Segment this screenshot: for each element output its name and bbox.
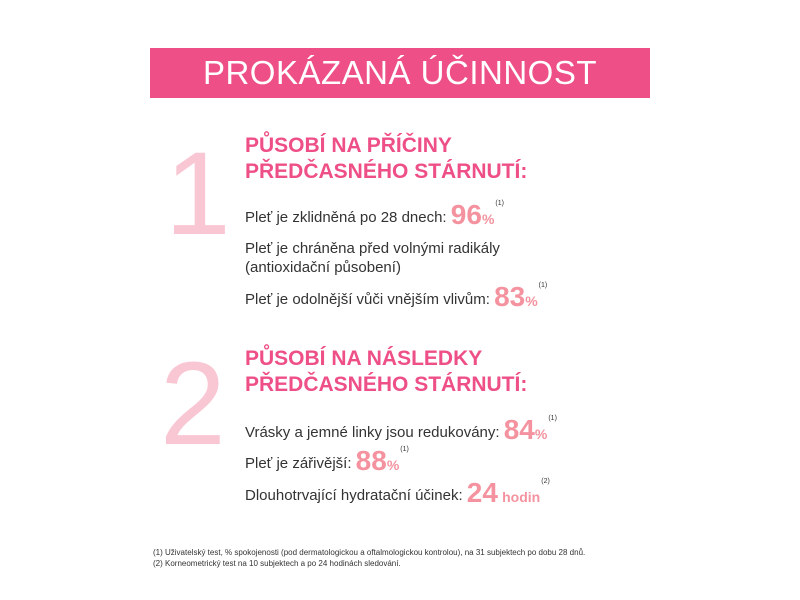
section-2-heading-line-2: PŘEDČASNÉHO STÁRNUTÍ: bbox=[245, 373, 528, 396]
footnote-marker: (1) bbox=[495, 200, 504, 207]
stat-line-wrinkles bbox=[245, 414, 557, 445]
footnote-marker: (1) bbox=[538, 282, 548, 289]
stat-label: Vrásky a jemné linky jsou redukovány: bbox=[245, 424, 500, 441]
stat-label: Pleť je odolnější vůči vnějším vlivům: bbox=[245, 291, 490, 308]
stat-line-resistant bbox=[245, 281, 548, 312]
stat-unit: % bbox=[386, 457, 400, 473]
stat-value: 88 bbox=[355, 445, 387, 476]
section-number-2: 2 bbox=[160, 338, 226, 470]
title-banner bbox=[150, 48, 650, 98]
banner-title: PROKÁZANÁ ÚČINNOST bbox=[202, 54, 598, 91]
footnote-marker: (1) bbox=[548, 415, 557, 422]
stat-line-hydration bbox=[245, 477, 550, 508]
stat-value: 24 bbox=[466, 477, 498, 508]
stat-unit: % bbox=[481, 211, 495, 227]
footnotes bbox=[153, 547, 585, 569]
footnote-marker: (1) bbox=[400, 446, 409, 453]
stat-label: Pleť je zářivější: bbox=[245, 455, 352, 472]
stat-unit: % bbox=[525, 293, 538, 309]
footnote-marker: (2) bbox=[541, 478, 550, 485]
stat-value: 83 bbox=[494, 281, 526, 312]
stat-value: 84 bbox=[503, 414, 535, 445]
section-2-heading-line-1: PŮSOBÍ NA NÁSLEDKY bbox=[245, 347, 483, 370]
stat-line-calmed bbox=[245, 199, 504, 230]
stat-line-radiant bbox=[245, 445, 409, 476]
section-1-heading-line-1: PŮSOBÍ NA PŘÍČINY bbox=[245, 134, 452, 157]
footnote-1: (1) Uživatelský test, % spokojenosti (pod dermatologickou a oftalmologickou kontrolou), na 31 subjektech po dobu 28 dnů. bbox=[153, 548, 586, 557]
section-number-1: 1 bbox=[165, 128, 231, 260]
footnote-2: (2) Korneometrický test na 10 subjektech a po 24 hodinách sledování. bbox=[153, 559, 401, 568]
stat-label: Dlouhotrvající hydratační účinek: bbox=[245, 487, 463, 504]
stat-label: Pleť je zklidněná po 28 dnech: bbox=[245, 209, 447, 226]
text-line-radicals-1: Pleť je chráněna před volnými radikály bbox=[245, 240, 500, 257]
text-line-radicals-2: (antioxidační působení) bbox=[245, 259, 401, 276]
stat-unit: hodin bbox=[502, 489, 541, 505]
section-1-heading-line-2: PŘEDČASNÉHO STÁRNUTÍ: bbox=[245, 160, 528, 183]
stat-unit: % bbox=[534, 426, 548, 442]
stat-value: 96 bbox=[450, 199, 482, 230]
